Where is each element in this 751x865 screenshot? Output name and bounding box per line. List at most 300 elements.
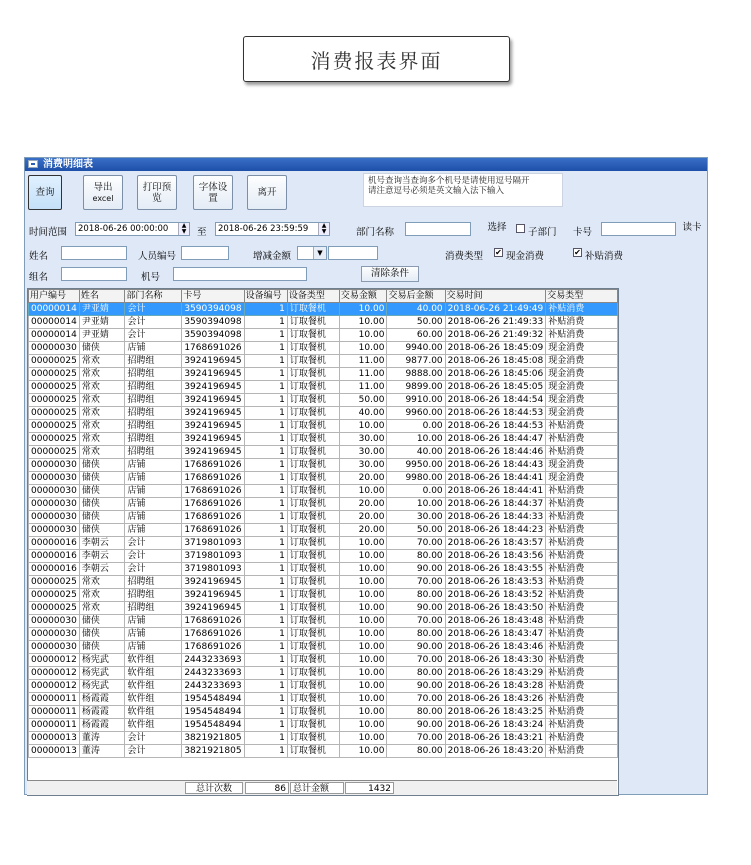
table-row[interactable] [29, 550, 618, 563]
column-header[interactable]: 姓名 [79, 290, 125, 303]
table-cell: 10.00 [339, 693, 387, 706]
table-cell: 9877.00 [387, 355, 445, 368]
table-cell: 1 [244, 615, 287, 628]
table-cell: 2018-06-26 18:44:41 [445, 472, 546, 485]
table-cell: 3924196945 [182, 355, 244, 368]
table-row[interactable] [29, 342, 618, 355]
machine-no-input[interactable] [173, 267, 307, 281]
table-cell: 2018-06-26 18:45:06 [445, 368, 546, 381]
table-cell: 会计 [125, 329, 182, 342]
time-to-spinner[interactable]: ▲ ▼ [318, 223, 329, 235]
table-cell: 订取餐机 [287, 654, 339, 667]
column-header[interactable]: 用户编号 [29, 290, 80, 303]
column-header[interactable]: 交易后金额 [387, 290, 445, 303]
table-cell: 1 [244, 563, 287, 576]
table-cell: 1 [244, 472, 287, 485]
leave-label: 离开 [257, 187, 277, 198]
table-row[interactable] [29, 472, 618, 485]
table-row[interactable] [29, 303, 618, 316]
table-cell: 00000030 [29, 459, 80, 472]
table-cell: 00000013 [29, 732, 80, 745]
table-row[interactable] [29, 615, 618, 628]
table-row[interactable] [29, 641, 618, 654]
table-cell: 招聘组 [125, 602, 182, 615]
table-cell: 00000025 [29, 576, 80, 589]
table-cell: 订取餐机 [287, 511, 339, 524]
table-cell: 常欢 [79, 355, 125, 368]
font-settings-button[interactable] [193, 175, 233, 210]
table-cell: 10.00 [339, 485, 387, 498]
table-cell: 订取餐机 [287, 745, 339, 758]
table-cell: 70.00 [387, 654, 445, 667]
transactions-grid[interactable] [27, 288, 619, 796]
table-cell: 60.00 [387, 329, 445, 342]
table-cell: 订取餐机 [287, 329, 339, 342]
column-header[interactable]: 部门名称 [125, 290, 182, 303]
table-row[interactable] [29, 602, 618, 615]
table-cell: 00000012 [29, 667, 80, 680]
table-cell: 常欢 [79, 446, 125, 459]
table-cell: 招聘组 [125, 589, 182, 602]
table-cell: 1768691026 [182, 485, 244, 498]
table-cell: 李朝云 [79, 550, 125, 563]
table-cell: 订取餐机 [287, 459, 339, 472]
table-cell: 90.00 [387, 563, 445, 576]
table-cell: 储侠 [79, 485, 125, 498]
table-cell: 储侠 [79, 472, 125, 485]
table-cell: 会计 [125, 745, 182, 758]
table-cell: 1 [244, 459, 287, 472]
table-cell: 30.00 [339, 446, 387, 459]
note-line-1: 机号查询当查询多个机号是请使用逗号隔开 [368, 176, 530, 186]
table-cell: 1768691026 [182, 498, 244, 511]
column-header[interactable]: 交易类型 [546, 290, 618, 303]
print-label-1: 打印预 [142, 181, 172, 193]
table-cell: 20.00 [339, 511, 387, 524]
column-header[interactable]: 设备类型 [287, 290, 339, 303]
table-cell: 00000025 [29, 446, 80, 459]
table-cell: 1 [244, 693, 287, 706]
table-cell: 00000014 [29, 316, 80, 329]
table-row[interactable] [29, 654, 618, 667]
table-cell: 2018-06-26 18:44:53 [445, 407, 546, 420]
table-row[interactable] [29, 706, 618, 719]
table-cell: 订取餐机 [287, 420, 339, 433]
table-cell: 李朝云 [79, 537, 125, 550]
table-cell: 80.00 [387, 745, 445, 758]
table-row[interactable] [29, 381, 618, 394]
table-cell: 储侠 [79, 524, 125, 537]
table-cell: 2018-06-26 18:43:28 [445, 680, 546, 693]
table-cell: 订取餐机 [287, 563, 339, 576]
table-cell: 补贴消费 [546, 628, 618, 641]
table-row[interactable] [29, 394, 618, 407]
dept-name-input[interactable] [405, 222, 471, 236]
table-row[interactable] [29, 407, 618, 420]
table-cell: 订取餐机 [287, 433, 339, 446]
table-cell: 00000025 [29, 589, 80, 602]
table-cell: 订取餐机 [287, 576, 339, 589]
table-cell: 董涛 [79, 732, 125, 745]
table-cell: 补贴消费 [546, 745, 618, 758]
table-cell: 杨霞霞 [79, 706, 125, 719]
table-cell: 40.00 [387, 446, 445, 459]
table-cell: 10.00 [339, 667, 387, 680]
table-cell: 2018-06-26 18:45:09 [445, 342, 546, 355]
table-cell: 70.00 [387, 576, 445, 589]
table-cell: 70.00 [387, 693, 445, 706]
table-cell: 订取餐机 [287, 524, 339, 537]
table-cell: 常欢 [79, 433, 125, 446]
table-row[interactable] [29, 498, 618, 511]
table-cell: 订取餐机 [287, 472, 339, 485]
table-cell: 3924196945 [182, 420, 244, 433]
table-row[interactable] [29, 459, 618, 472]
table-cell: 00000025 [29, 602, 80, 615]
table-cell: 90.00 [387, 719, 445, 732]
table-body [29, 303, 618, 758]
table-cell: 2018-06-26 18:43:24 [445, 719, 546, 732]
table-cell: 补贴消费 [546, 446, 618, 459]
table-cell: 1954548494 [182, 706, 244, 719]
table-row[interactable] [29, 589, 618, 602]
table-cell: 订取餐机 [287, 446, 339, 459]
table-cell: 50.00 [387, 316, 445, 329]
table-cell: 3821921805 [182, 732, 244, 745]
sub-dept-checkbox[interactable] [516, 224, 525, 233]
table-row[interactable] [29, 524, 618, 537]
table-row[interactable] [29, 576, 618, 589]
table-cell: 软件组 [125, 654, 182, 667]
column-header[interactable]: 交易金额 [339, 290, 387, 303]
table-cell: 现金消费 [546, 368, 618, 381]
table-cell: 70.00 [387, 615, 445, 628]
table-cell: 90.00 [387, 680, 445, 693]
read-card-button[interactable]: 读卡 [682, 222, 702, 233]
table-cell: 10.00 [339, 303, 387, 316]
table-cell: 10.00 [339, 589, 387, 602]
table-cell: 00000012 [29, 654, 80, 667]
table-cell: 2018-06-26 18:44:46 [445, 446, 546, 459]
total-count-label: 总计次数 [185, 782, 243, 794]
window-title: 消费明细表 [43, 159, 93, 170]
time-to-input[interactable] [215, 222, 330, 236]
table-cell: 补贴消费 [546, 615, 618, 628]
table-row[interactable] [29, 563, 618, 576]
table-cell: 招聘组 [125, 576, 182, 589]
table-cell: 1 [244, 329, 287, 342]
table-cell: 3719801093 [182, 537, 244, 550]
table-cell: 50.00 [339, 394, 387, 407]
table-cell: 2018-06-26 18:43:29 [445, 667, 546, 680]
table-cell: 储侠 [79, 498, 125, 511]
table-cell: 2018-06-26 18:45:08 [445, 355, 546, 368]
toolbar [25, 171, 707, 215]
name-input[interactable] [61, 246, 127, 260]
table-cell: 00000030 [29, 524, 80, 537]
table-cell: 70.00 [387, 732, 445, 745]
table-cell: 订取餐机 [287, 368, 339, 381]
table-cell: 1768691026 [182, 472, 244, 485]
table-cell: 3924196945 [182, 368, 244, 381]
table-cell: 1 [244, 433, 287, 446]
table-cell: 90.00 [387, 602, 445, 615]
table-row[interactable] [29, 667, 618, 680]
table-row[interactable] [29, 511, 618, 524]
font-label-2: 置 [208, 192, 218, 204]
table-cell: 1 [244, 303, 287, 316]
table-row[interactable] [29, 368, 618, 381]
table-cell: 9899.00 [387, 381, 445, 394]
table-cell: 现金消费 [546, 342, 618, 355]
amount-op-select[interactable] [297, 246, 327, 260]
table-row[interactable] [29, 329, 618, 342]
table-cell: 2018-06-26 21:49:32 [445, 329, 546, 342]
table-cell: 软件组 [125, 667, 182, 680]
table-cell: 2018-06-26 18:43:53 [445, 576, 546, 589]
group-label: 组名 [29, 272, 49, 283]
table-cell: 订取餐机 [287, 602, 339, 615]
table-cell: 常欢 [79, 589, 125, 602]
export-excel-button[interactable] [83, 175, 123, 210]
group-input[interactable] [61, 267, 127, 281]
table-cell: 会计 [125, 563, 182, 576]
table-cell: 订取餐机 [287, 680, 339, 693]
table-row[interactable] [29, 485, 618, 498]
table-cell: 订取餐机 [287, 407, 339, 420]
machine-query-note [363, 173, 563, 207]
table-row[interactable] [29, 732, 618, 745]
table-cell: 补贴消费 [546, 498, 618, 511]
table-cell: 00000030 [29, 641, 80, 654]
table-cell: 2443233693 [182, 667, 244, 680]
time-from-value: 2018-06-26 00:00:00 [78, 224, 169, 234]
table-cell: 10.00 [339, 719, 387, 732]
table-cell: 1 [244, 576, 287, 589]
time-from-input[interactable] [75, 222, 190, 236]
table-cell: 补贴消费 [546, 316, 618, 329]
table-cell: 40.00 [339, 407, 387, 420]
table-row[interactable] [29, 680, 618, 693]
card-no-input[interactable] [601, 222, 676, 236]
table-cell: 补贴消费 [546, 680, 618, 693]
table-cell: 1 [244, 641, 287, 654]
table-cell: 订取餐机 [287, 381, 339, 394]
table-row[interactable] [29, 693, 618, 706]
table-cell: 3719801093 [182, 563, 244, 576]
table-cell: 1 [244, 420, 287, 433]
leave-button[interactable] [247, 175, 287, 210]
table-cell: 00000025 [29, 368, 80, 381]
subsidy-consume-label: 补贴消费 [585, 251, 624, 262]
table-cell: 储侠 [79, 342, 125, 355]
table-cell: 储侠 [79, 511, 125, 524]
table-cell: 00000030 [29, 628, 80, 641]
table-cell: 储侠 [79, 628, 125, 641]
table-cell: 2018-06-26 18:43:21 [445, 732, 546, 745]
table-row[interactable] [29, 628, 618, 641]
table-cell: 订取餐机 [287, 706, 339, 719]
table-cell: 现金消费 [546, 394, 618, 407]
total-amount-label: 总计金额 [290, 782, 344, 794]
card-no-label: 卡号 [573, 227, 593, 238]
table-cell: 1954548494 [182, 693, 244, 706]
table-cell: 30.00 [387, 511, 445, 524]
print-label-2: 览 [152, 192, 162, 204]
table-cell: 常欢 [79, 602, 125, 615]
table-cell: 1 [244, 602, 287, 615]
table-cell: 2443233693 [182, 654, 244, 667]
table-cell: 订取餐机 [287, 550, 339, 563]
table-cell: 1 [244, 680, 287, 693]
staff-no-label: 人员编号 [138, 251, 177, 262]
table-cell: 3924196945 [182, 381, 244, 394]
table-cell: 3924196945 [182, 446, 244, 459]
query-label: 查询 [35, 187, 55, 198]
table-row[interactable] [29, 537, 618, 550]
table-cell: 1 [244, 446, 287, 459]
table-cell: 杨宪武 [79, 680, 125, 693]
table-cell: 80.00 [387, 706, 445, 719]
table-cell: 补贴消费 [546, 550, 618, 563]
table-cell: 尹亚婧 [79, 316, 125, 329]
table-cell: 董涛 [79, 745, 125, 758]
table-cell: 30.00 [339, 459, 387, 472]
table-cell: 10.00 [339, 342, 387, 355]
column-header[interactable]: 交易时间 [445, 290, 546, 303]
table-cell: 1 [244, 368, 287, 381]
table-cell: 现金消费 [546, 407, 618, 420]
table-cell: 补贴消费 [546, 693, 618, 706]
table-cell: 1 [244, 537, 287, 550]
table-cell: 杨宪武 [79, 667, 125, 680]
table-cell: 00000030 [29, 498, 80, 511]
table-cell: 补贴消费 [546, 732, 618, 745]
table-cell: 现金消费 [546, 459, 618, 472]
table-cell: 1 [244, 485, 287, 498]
table-cell: 00000011 [29, 706, 80, 719]
table-cell: 补贴消费 [546, 654, 618, 667]
table-cell: 补贴消费 [546, 433, 618, 446]
table-cell: 00000014 [29, 329, 80, 342]
table-row[interactable] [29, 355, 618, 368]
table-cell: 3590394098 [182, 329, 244, 342]
table-cell: 1768691026 [182, 615, 244, 628]
table-cell: 10.00 [339, 576, 387, 589]
table-cell: 常欢 [79, 420, 125, 433]
table-cell: 2018-06-26 18:43:55 [445, 563, 546, 576]
table-cell: 9950.00 [387, 459, 445, 472]
table-cell: 杨霞霞 [79, 693, 125, 706]
table-cell: 1 [244, 667, 287, 680]
table-cell: 20.00 [339, 472, 387, 485]
table-cell: 2018-06-26 18:43:25 [445, 706, 546, 719]
table-row[interactable] [29, 316, 618, 329]
table-cell: 40.00 [387, 303, 445, 316]
table-row[interactable] [29, 433, 618, 446]
query-button[interactable] [28, 175, 62, 210]
select-dept-button[interactable]: 选择 [487, 222, 507, 233]
table-cell: 2018-06-26 18:44:33 [445, 511, 546, 524]
column-header[interactable]: 设备编号 [244, 290, 287, 303]
table-cell: 店铺 [125, 628, 182, 641]
table-cell: 3924196945 [182, 602, 244, 615]
print-preview-button[interactable] [137, 175, 177, 210]
table-cell: 00000025 [29, 355, 80, 368]
table-cell: 10.00 [339, 329, 387, 342]
table-cell: 补贴消费 [546, 537, 618, 550]
table-cell: 00000025 [29, 433, 80, 446]
table-cell: 2018-06-26 18:43:56 [445, 550, 546, 563]
table-cell: 9910.00 [387, 394, 445, 407]
table-cell: 会计 [125, 550, 182, 563]
table-cell: 2018-06-26 18:43:46 [445, 641, 546, 654]
clear-conditions-button[interactable]: 清除条件 [361, 266, 419, 282]
table-cell: 招聘组 [125, 381, 182, 394]
table-cell: 会计 [125, 537, 182, 550]
table-row[interactable] [29, 719, 618, 732]
table-cell: 李朝云 [79, 563, 125, 576]
sub-dept-label: 子部门 [528, 227, 557, 238]
table-cell: 补贴消费 [546, 563, 618, 576]
table-cell: 00000030 [29, 615, 80, 628]
table-cell: 2018-06-26 18:44:53 [445, 420, 546, 433]
table-cell: 补贴消费 [546, 602, 618, 615]
table-cell: 10.00 [339, 563, 387, 576]
staff-no-input[interactable] [181, 246, 229, 260]
table-cell: 00000016 [29, 537, 80, 550]
table-cell: 补贴消费 [546, 511, 618, 524]
table-row[interactable] [29, 420, 618, 433]
subsidy-consume-checkbox[interactable]: ✔ [574, 248, 581, 257]
amount-value-input[interactable] [328, 246, 378, 260]
table-cell: 订取餐机 [287, 615, 339, 628]
table-row[interactable] [29, 745, 618, 758]
column-header[interactable]: 卡号 [182, 290, 244, 303]
table-cell: 2018-06-26 18:44:54 [445, 394, 546, 407]
table-cell: 2018-06-26 18:43:57 [445, 537, 546, 550]
table-cell: 2018-06-26 18:43:52 [445, 589, 546, 602]
table-cell: 00000016 [29, 550, 80, 563]
table-cell: 80.00 [387, 628, 445, 641]
table-cell: 补贴消费 [546, 667, 618, 680]
table-cell: 订取餐机 [287, 732, 339, 745]
table-cell: 订取餐机 [287, 693, 339, 706]
table-cell: 店铺 [125, 511, 182, 524]
table-row[interactable] [29, 446, 618, 459]
table-cell: 招聘组 [125, 368, 182, 381]
table-cell: 常欢 [79, 368, 125, 381]
table-cell: 10.00 [387, 498, 445, 511]
table-cell: 店铺 [125, 498, 182, 511]
cash-consume-checkbox[interactable]: ✔ [495, 248, 502, 257]
table-cell: 2018-06-26 18:44:37 [445, 498, 546, 511]
time-from-spinner[interactable]: ▲ ▼ [178, 223, 189, 235]
report-window [24, 157, 708, 795]
table-cell: 20.00 [339, 524, 387, 537]
table-cell: 3924196945 [182, 433, 244, 446]
table-cell: 1 [244, 745, 287, 758]
table-cell: 1768691026 [182, 459, 244, 472]
table-cell: 店铺 [125, 615, 182, 628]
table-cell: 2018-06-26 18:43:48 [445, 615, 546, 628]
table-cell: 3924196945 [182, 407, 244, 420]
table-cell: 10.00 [339, 537, 387, 550]
chevron-down-icon[interactable]: ▼ [313, 247, 326, 259]
table-cell: 订取餐机 [287, 394, 339, 407]
table-cell: 补贴消费 [546, 719, 618, 732]
table-cell: 1 [244, 732, 287, 745]
